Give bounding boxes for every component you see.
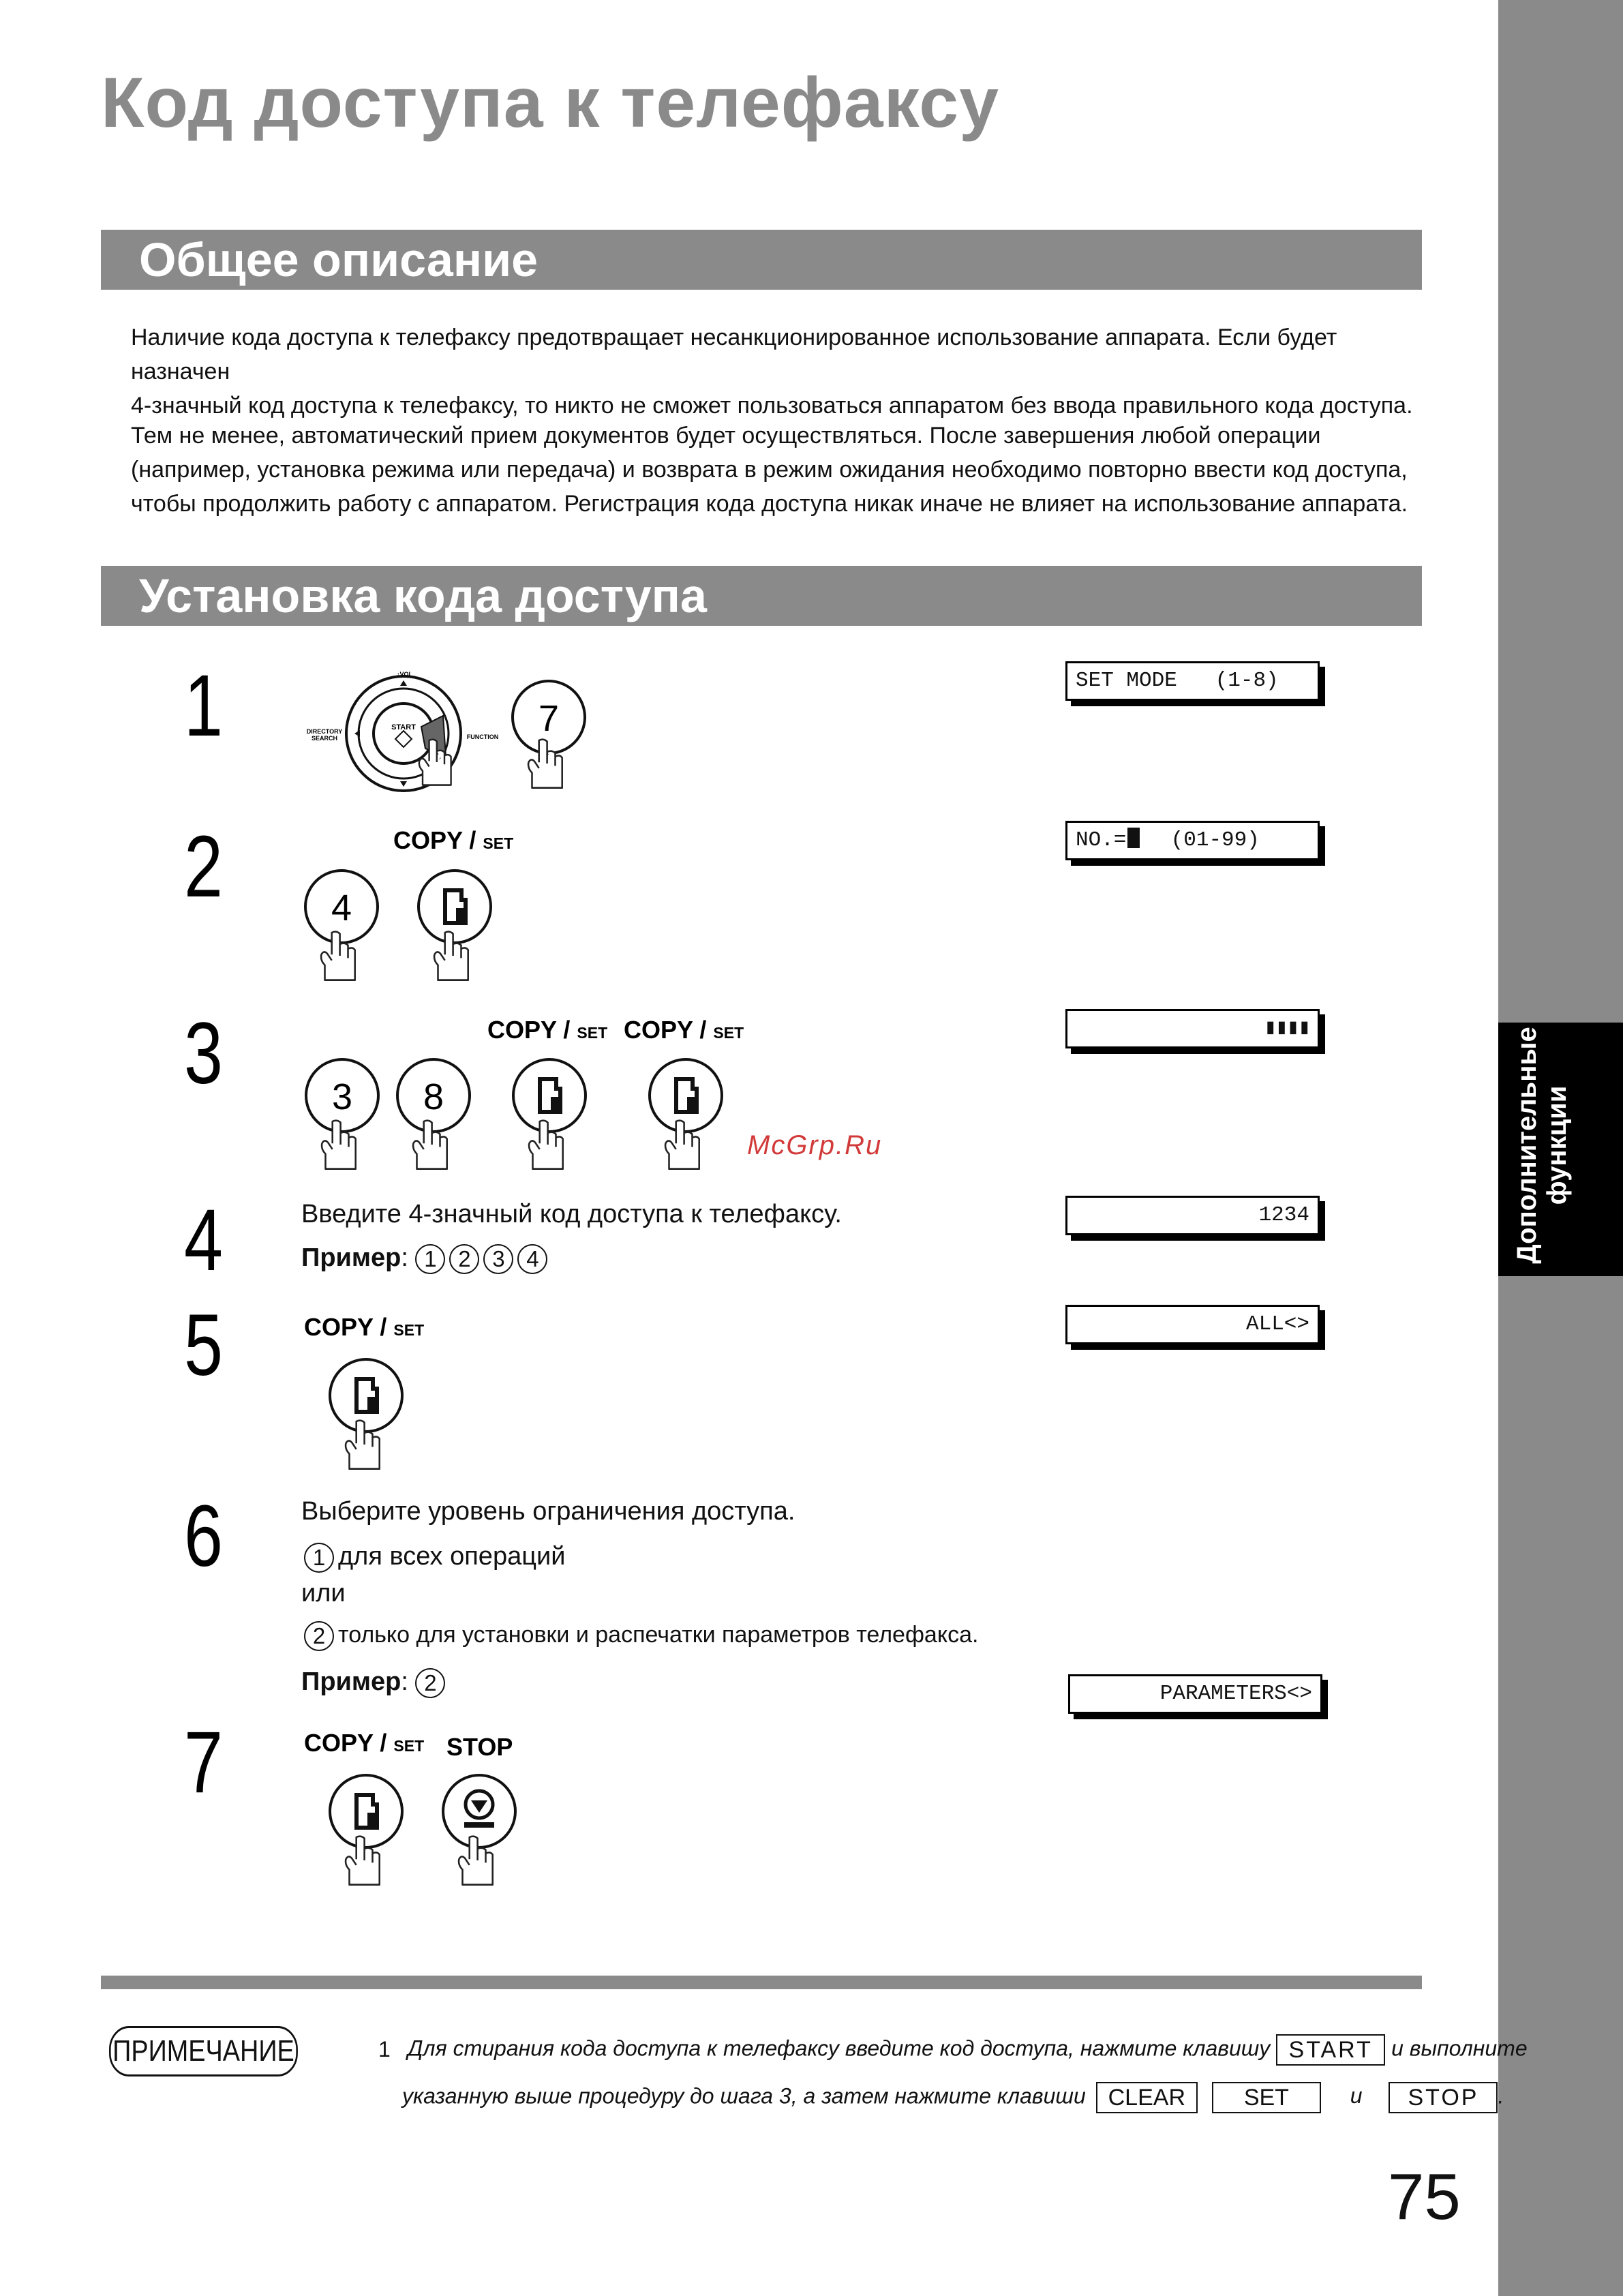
key-3-button[interactable] [306, 1059, 378, 1169]
note-label: ПРИМЕЧАНИЕ [109, 2026, 298, 2076]
copy-set-label: COPY / SET [487, 1016, 608, 1044]
step6-option-1: 1 для всех операций [304, 1542, 565, 1573]
lcd-display-step2: NO.= (01-99) [1065, 821, 1320, 860]
step-number-7: 7 [184, 1714, 223, 1811]
start-key: START [1276, 2034, 1385, 2066]
navigation-keypad[interactable] [307, 671, 499, 791]
step1-keys [300, 668, 600, 798]
step6-or: или [301, 1579, 346, 1607]
chapter-tab-line2: функции [1542, 1085, 1572, 1205]
note-number: 1 [378, 2037, 391, 2061]
step4-example: Пример: 1 2 3 4 [301, 1243, 551, 1274]
note-divider [101, 1976, 1422, 1989]
step6-option-2: 2 только для установки и распечатки параметров телефакса. [304, 1621, 978, 1651]
stop-label: STOP [446, 1733, 513, 1761]
copy-set-button[interactable] [650, 1059, 722, 1169]
set-key: SET [1212, 2082, 1321, 2113]
start-key-label: START [391, 723, 416, 731]
key-4-button[interactable] [305, 871, 378, 980]
copy-set-label: COPY / SET [624, 1016, 744, 1044]
chapter-tab-line1: Дополнительные [1512, 1027, 1542, 1264]
step-number-2: 2 [184, 818, 223, 916]
svg-text:4: 4 [331, 888, 352, 928]
lcd-display-step6: PARAMETERS<> [1068, 1674, 1322, 1714]
copy-set-button[interactable] [513, 1059, 586, 1169]
search-label: SEARCH [311, 735, 338, 742]
cursor-block [1127, 828, 1140, 848]
step-number-6: 6 [184, 1487, 223, 1585]
vol-label: ↕VOL [397, 671, 413, 678]
stop-button[interactable] [443, 1775, 515, 1885]
key-8-button[interactable] [397, 1059, 470, 1169]
copy-set-button[interactable] [330, 1775, 402, 1885]
directory-label: DIRECTORY [306, 728, 343, 735]
lcd-display-step1: SET MODE (1-8) [1065, 661, 1320, 701]
watermark: McGrp.Ru [747, 1130, 883, 1160]
note-line-2: указанную выше процедуру до шага 3, а затем нажмите клавиши CLEAR SET и STOP . [402, 2082, 1504, 2113]
step3-keys [300, 1053, 736, 1176]
step-number-1: 1 [184, 657, 223, 755]
note-line-1: Для стирания кода доступа к телефаксу введите код доступа, нажмите клавишу START и выполните [408, 2034, 1528, 2066]
svg-text:7: 7 [538, 698, 560, 739]
page-title: Код доступа к телефаксу [101, 63, 999, 142]
copy-set-button[interactable] [419, 871, 491, 980]
section-heading-setup: Установка кода доступа [101, 566, 1422, 626]
stop-key: STOP [1389, 2082, 1498, 2113]
page-number: 75 [1388, 2160, 1461, 2233]
step-number-3: 3 [184, 1005, 223, 1102]
step4-instruction: Введите 4-значный код доступа к телефаксу. [301, 1200, 842, 1228]
step6-instruction: Выберите уровень ограничения доступа. [301, 1497, 795, 1526]
step-number-4: 4 [184, 1192, 223, 1289]
copy-set-label: COPY / SET [393, 826, 514, 854]
function-label: FUNCTION [466, 734, 499, 740]
overview-paragraph-1: Наличие кода доступа к телефаксу предотвращает несанкционированное использование аппарата. Если будет назначен 4-значный код доступа к телефаксу, то никто не сможет пользоваться аппаратом без ввода правильного кода доступа. [131, 324, 1413, 419]
lcd-display-step4: 1234 [1065, 1196, 1320, 1235]
key-7-button[interactable] [513, 681, 585, 788]
lcd-display-step3: ▮▮▮▮ [1065, 1009, 1320, 1048]
clear-key: CLEAR [1096, 2082, 1198, 2113]
step5-keys [300, 1353, 436, 1476]
section-heading-overview: Общее описание [101, 230, 1422, 290]
step-number-5: 5 [184, 1297, 223, 1394]
svg-text:8: 8 [423, 1076, 444, 1117]
svg-text:3: 3 [331, 1076, 353, 1117]
step6-example: Пример: 2 [301, 1667, 449, 1698]
step7-keys [300, 1769, 545, 1892]
overview-paragraph-2: Тем не менее, автоматический прием документов будет осуществляться. После завершения любой операции (например, установка режима или передача) и возврата в режим ожидания необходимо повторно ввести код доступа, чтобы продолжить работу с аппаратом. Регистрация кода доступа никак иначе не влияет на использование аппарата. [131, 423, 1408, 517]
chapter-tab-label [1512, 1023, 1572, 1268]
copy-set-button[interactable] [330, 1359, 402, 1469]
lcd-display-step5: ALL<> [1065, 1305, 1320, 1344]
step2-keys [300, 864, 518, 987]
copy-set-label: COPY / SET [304, 1729, 425, 1757]
copy-set-label: COPY / SET [304, 1313, 425, 1341]
